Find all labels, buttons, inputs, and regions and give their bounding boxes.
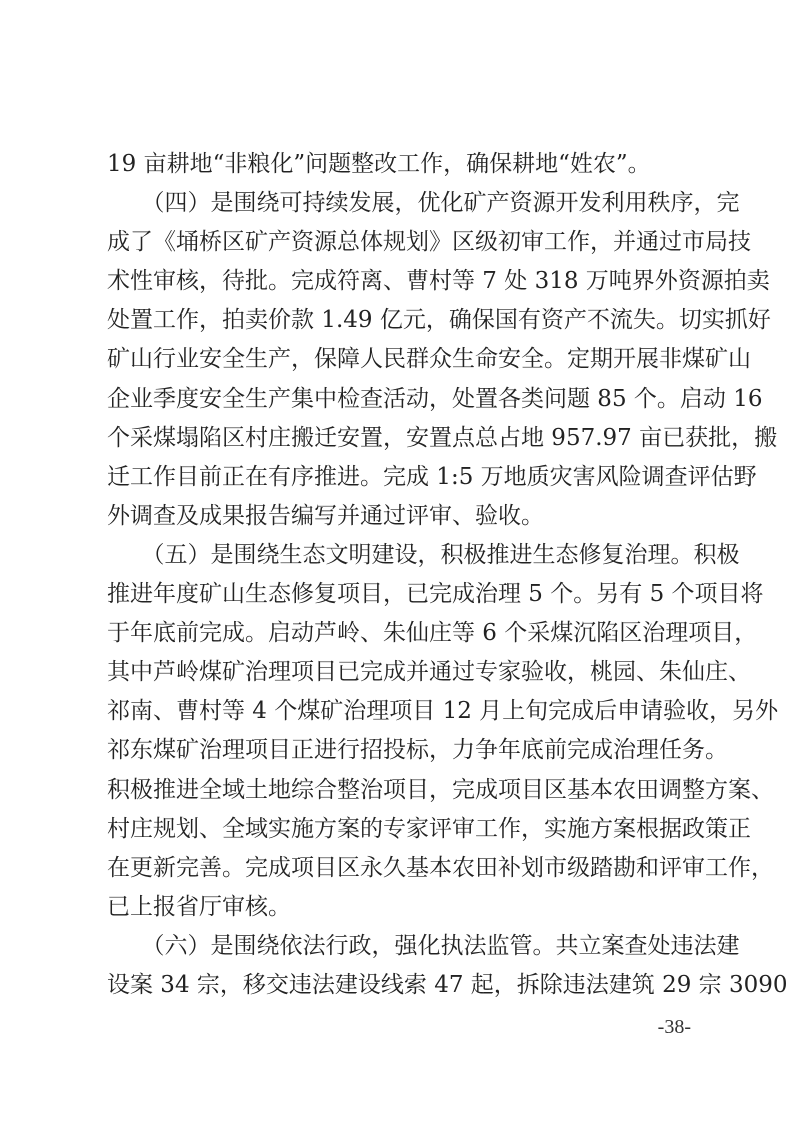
text-line: 处置工作，拍卖价款 1.49 亿元，确保国有资产不流失。切实抓好 — [107, 307, 771, 334]
text-line: 祁东煤矿治理项目正进行招投标，力争年底前完成治理任务。 — [107, 737, 728, 764]
page-number: -38- — [657, 1016, 691, 1038]
text-line: 村庄规划、全域实施方案的专家评审工作，实施方案根据政策正 — [107, 815, 751, 842]
text-line: 祁南、曹村等 4 个煤矿治理项目 12 月上旬完成后申请验收，另外 — [107, 698, 779, 725]
text-line: 其中芦岭煤矿治理项目已完成并通过专家验收，桃园、朱仙庄、 — [107, 659, 751, 686]
text-line: 矿山行业安全生产，保障人民群众生命安全。定期开展非煤矿山 — [107, 346, 751, 373]
text-line: 19 亩耕地“非粮化”问题整改工作，确保耕地“姓农”。 — [107, 151, 651, 177]
paragraph — [107, 927, 788, 1005]
text-line: 迁工作目前正在有序推进。完成 1:5 万地质灾害风险调查评估野 — [107, 463, 757, 490]
text-line: 成了《埇桥区矿产资源总体规划》区级初审工作，并通过市局技 — [107, 229, 751, 256]
paragraph — [107, 184, 778, 536]
text-line: 于年底前完成。启动芦岭、朱仙庄等 6 个采煤沉陷区治理项目， — [107, 620, 758, 647]
text-line: （四）是围绕可持续发展，优化矿产资源开发利用秩序，完 — [107, 190, 740, 217]
text-line: 推进年度矿山生态修复项目，已完成治理 5 个。另有 5 个项目将 — [107, 581, 764, 608]
text-line: 术性审核，待批。完成符离、曹村等 7 处 318 万吨界外资源拍卖 — [107, 268, 770, 295]
text-line: 已上报省厅审核。 — [107, 893, 291, 920]
text-line: 设案 34 宗，移交违法建设线索 47 起，拆除违法建筑 29 宗 3090 — [107, 971, 788, 998]
paragraph — [107, 145, 691, 184]
text-line: （五）是围绕生态文明建设，积极推进生态修复治理。积极 — [107, 541, 740, 568]
text-line: 外调查及成果报告编写并通过评审、验收。 — [107, 502, 544, 529]
text-line: 企业季度安全生产集中检查活动，处置各类问题 85 个。启动 16 — [107, 385, 763, 412]
paragraph — [107, 536, 779, 771]
text-line: 积极推进全域土地综合整治项目，完成项目区基本农田调整方案、 — [107, 776, 774, 803]
paragraph — [107, 771, 774, 927]
text-line: 在更新完善。完成项目区永久基本农田补划市级踏勘和评审工作， — [107, 854, 774, 881]
document-body — [107, 145, 788, 1005]
text-line: 个采煤塌陷区村庄搬迁安置，安置点总占地 957.97 亩已获批，搬 — [107, 424, 778, 451]
text-line: （六）是围绕依法行政，强化执法监管。共立案查处违法建 — [107, 932, 740, 959]
